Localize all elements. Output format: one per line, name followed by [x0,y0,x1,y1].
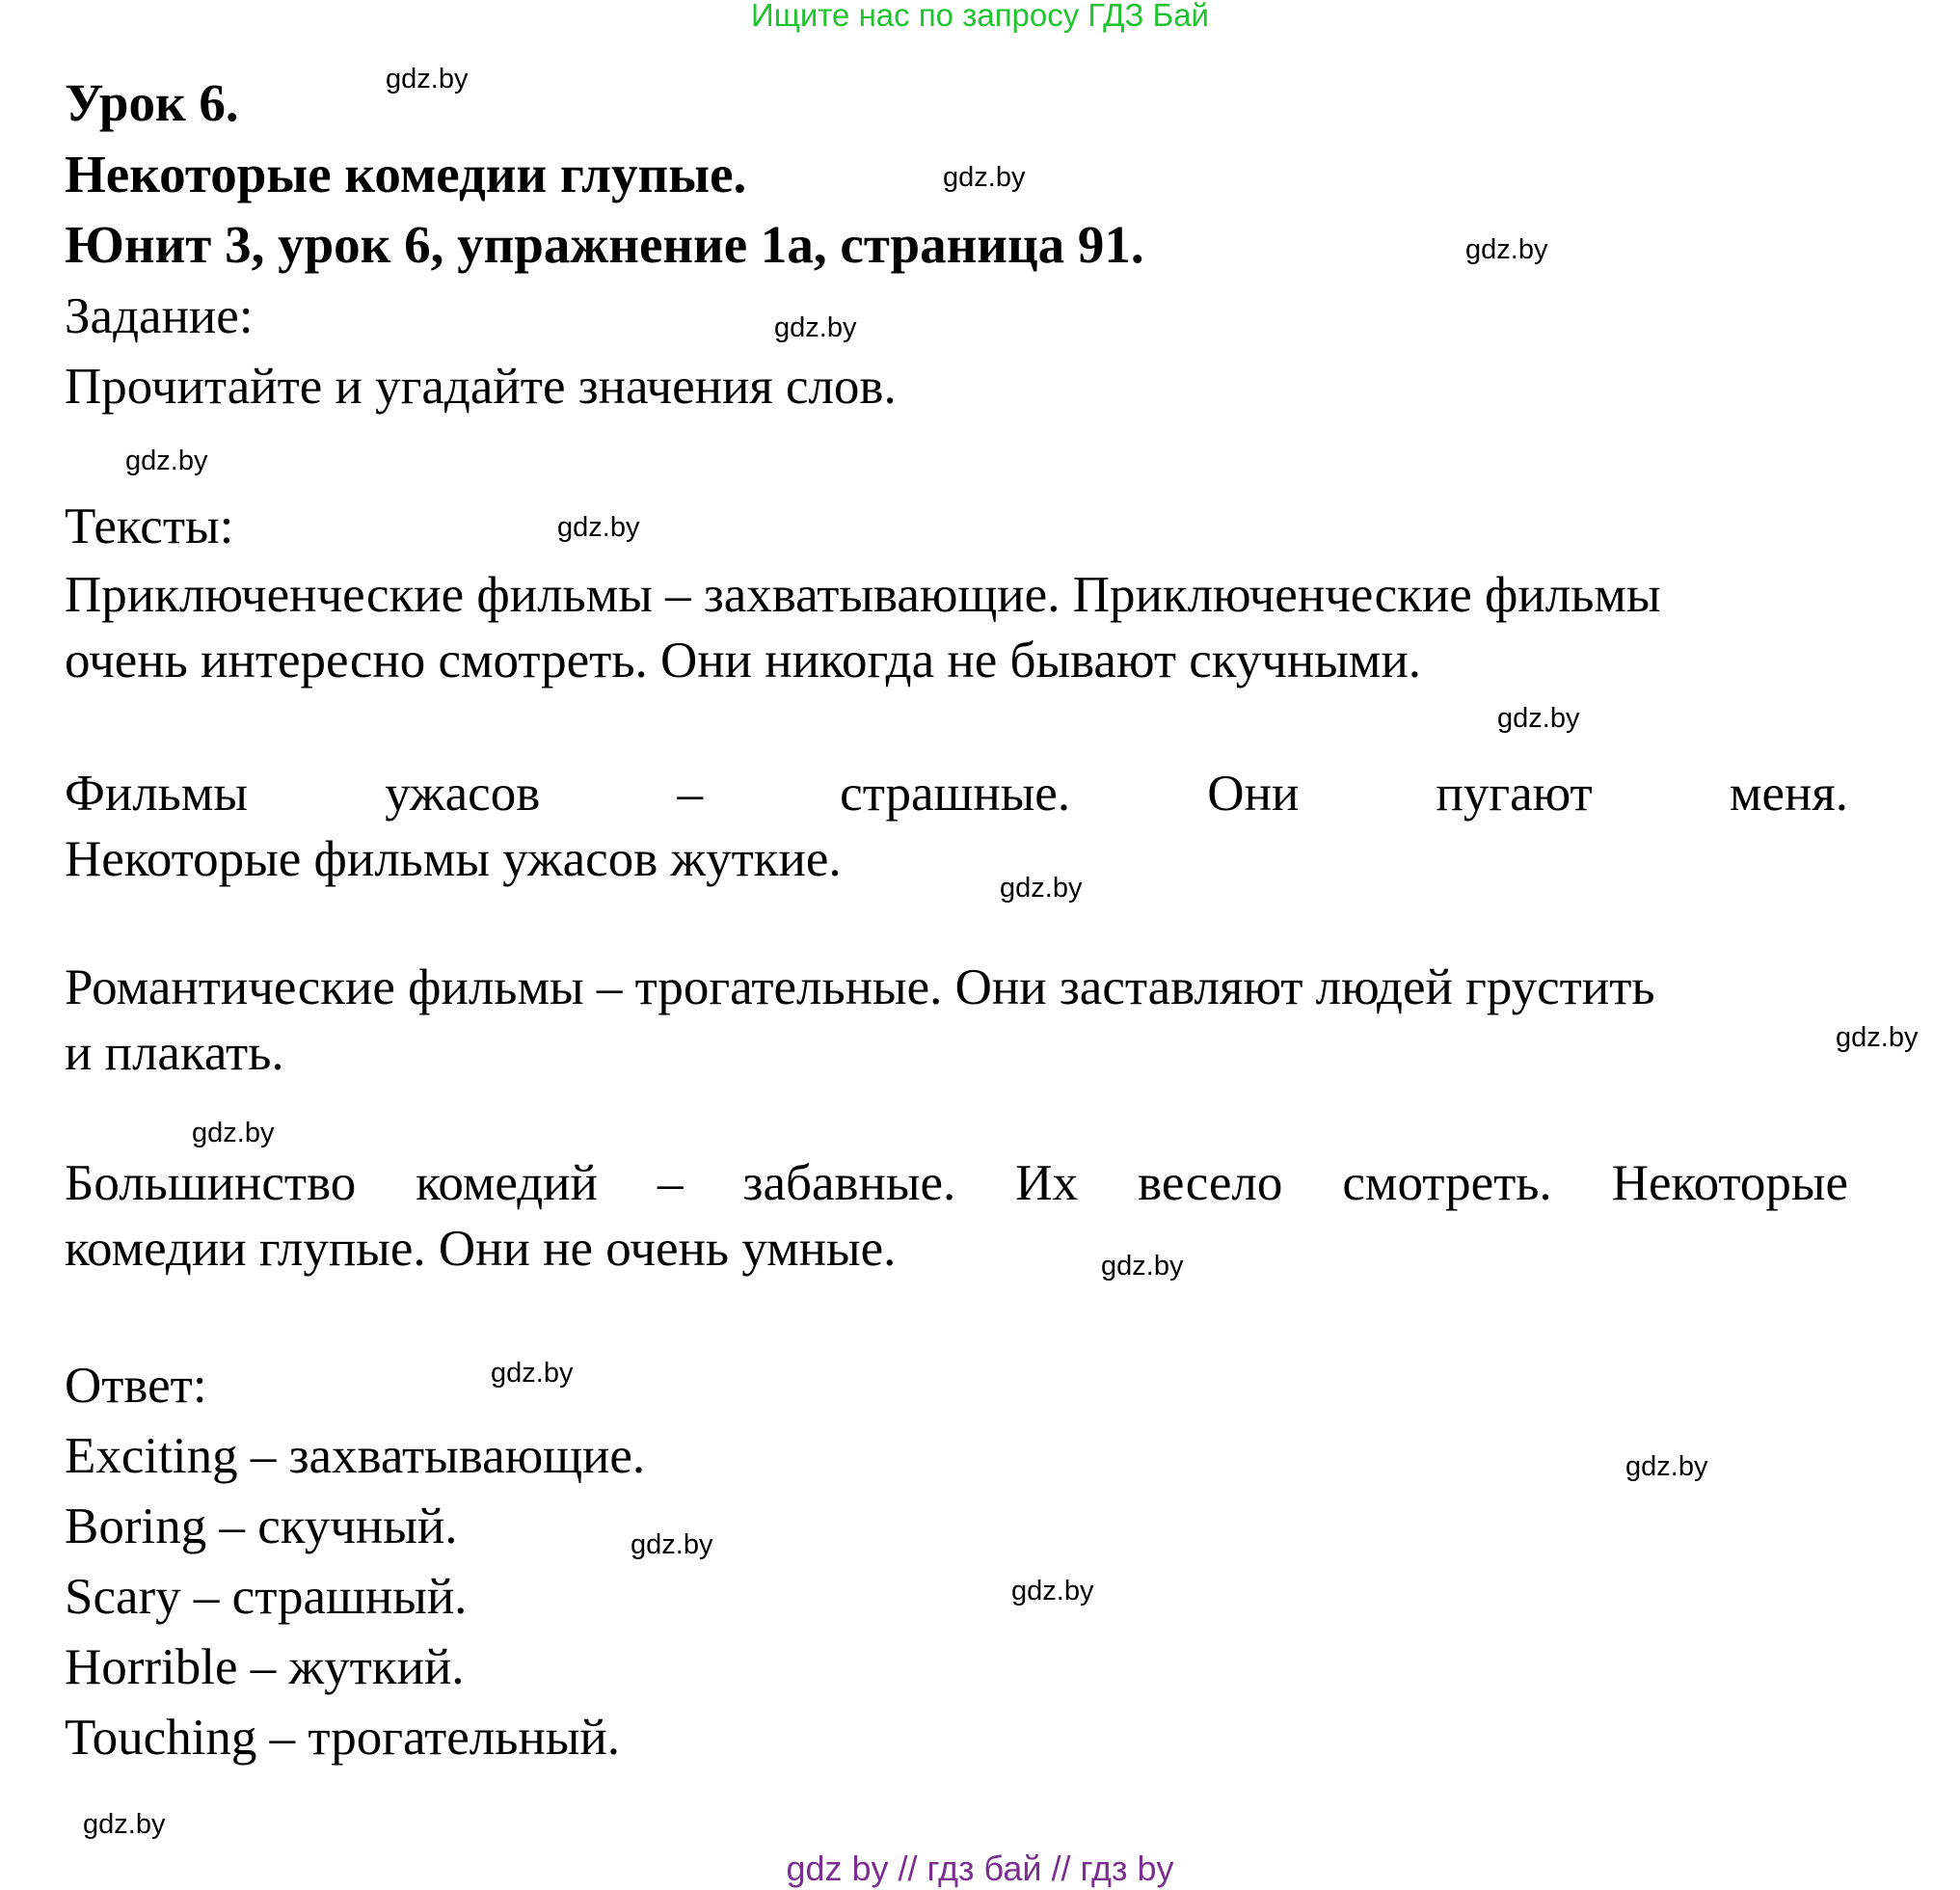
text-paragraph-comedy [65,1150,1848,1282]
lesson-subtitle: Некоторые комедии глупые. [65,145,747,203]
texts-label: Тексты: [65,499,234,554]
watermark: gdz.by [1465,234,1548,265]
task-label: Задание: [65,288,254,344]
watermark: gdz.by [1000,873,1083,904]
watermark: gdz.by [1497,703,1580,734]
watermark: gdz.by [631,1529,713,1560]
answer-item: Horrible – жуткий. [65,1639,465,1695]
watermark: gdz.by [1101,1251,1184,1282]
answer-item: Exciting – захватывающие. [65,1428,646,1484]
watermark: gdz.by [1011,1576,1094,1606]
top-banner: Ищите нас по запросу ГДЗ Бай [751,0,1209,33]
watermark: gdz.by [83,1809,166,1840]
paragraph-line: Фильмы ужасов – страшные. Они пугают меня. [65,766,1848,822]
paragraph-line: и плакать. [65,1025,284,1081]
paragraph-line: Романтические фильмы – трогательные. Они заставляют людей грустить [65,959,1655,1015]
watermark: gdz.by [557,512,640,543]
lesson-reference: Юнит 3, урок 6, упражнение 1а, страница 91. [65,215,1144,274]
footer: gdz by // гдз бай // гдз by [786,1849,1174,1888]
answer-label: Ответ: [65,1358,207,1414]
watermark: gdz.by [943,162,1026,193]
answer-item: Touching – трогательный. [65,1710,621,1766]
watermark: gdz.by [192,1118,275,1148]
answer-item: Scary – страшный. [65,1569,468,1625]
task-text: Прочитайте и угадайте значения слов. [65,359,897,415]
paragraph-line: Приключенческие фильмы – захватывающие. Приключенческие фильмы [65,567,1661,623]
watermark: gdz.by [491,1358,574,1389]
watermark: gdz.by [1836,1022,1919,1053]
text-paragraph-adventure [65,562,1848,693]
paragraph-line: очень интересно смотреть. Они никогда не бывают скучными. [65,633,1422,688]
paragraph-line: Большинство комедий – забавные. Их весело смотреть. Некоторые [65,1155,1848,1211]
text-paragraph-horror [65,761,1848,892]
paragraph-line: комедии глупые. Они не очень умные. [65,1221,897,1277]
answer-item: Boring – скучный. [65,1498,458,1554]
paragraph-line: Некоторые фильмы ужасов жуткие. [65,831,842,887]
watermark: gdz.by [1625,1451,1708,1482]
lesson-title: Урок 6. [65,73,239,132]
text-paragraph-romantic [65,955,1848,1086]
watermark: gdz.by [774,312,857,343]
watermark: gdz.by [125,446,208,476]
watermark: gdz.by [386,64,469,94]
